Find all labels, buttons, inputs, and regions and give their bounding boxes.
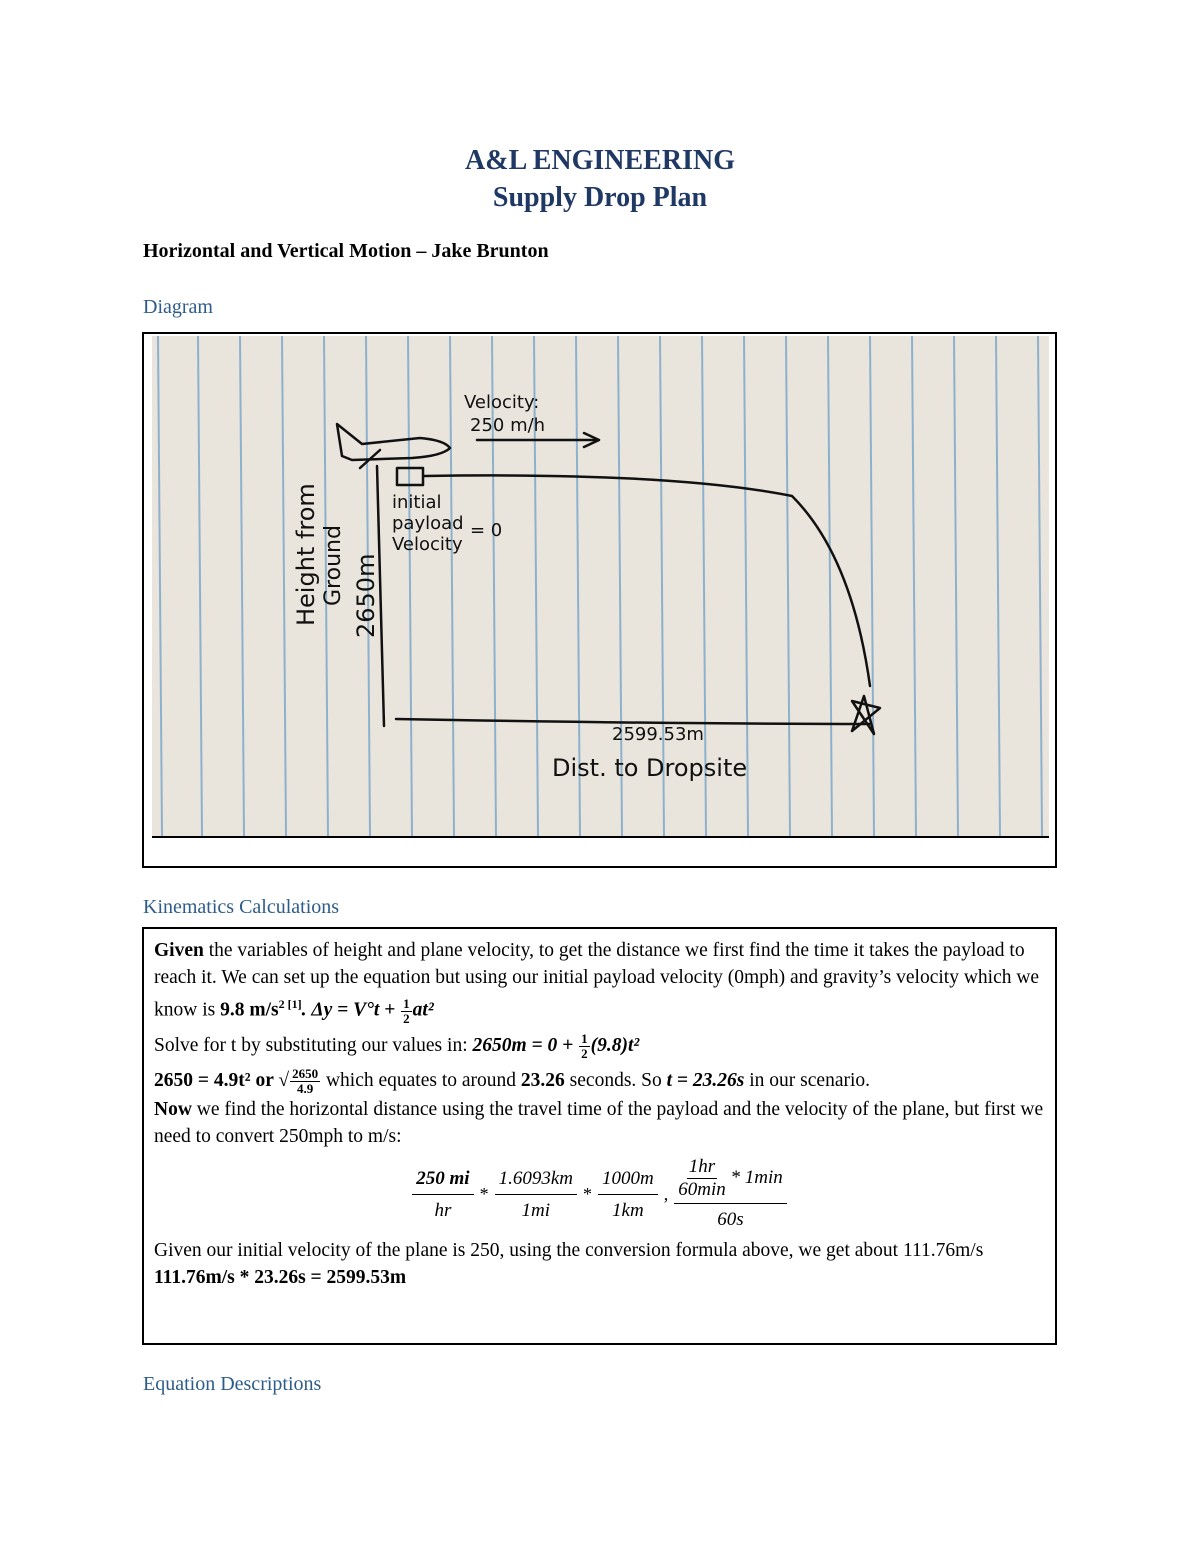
times-1: * [479,1183,489,1204]
conv-fraction-2: 1.6093km 1mi [495,1163,577,1226]
conv-fraction-4: 1hr 60min * 1min 60s [674,1154,787,1235]
diagram-box [142,332,1057,868]
sketch-svg [152,336,1049,836]
kinematic-equation-end: at² [412,999,434,1021]
time-value: 23.26 [520,1069,565,1091]
diagram-heading: Diagram [143,296,213,318]
half-fraction: $\frac{1}{2}$ [403,995,410,1026]
conv-fraction-3: 1000m 1km [598,1163,658,1226]
substituted-equation: 2650m = 0 + [472,1034,579,1056]
conv-fraction-1: 250 mi hr [412,1163,473,1226]
sketch-distance-value: 2599.53m [612,724,704,745]
sketch-height-line1: Height from [292,483,320,626]
sketch-velocity-label: Velocity: [464,392,540,413]
gravity-footnote: 2 [1] [278,997,302,1011]
unit-conversion-formula [154,1154,1045,1235]
paragraph-now [154,1096,1045,1150]
paragraph-solve [154,1032,1045,1061]
half-fraction-2: $\frac{1}{2}$ [581,1030,588,1061]
time-result: t = 23.26s [666,1069,745,1091]
sketch-velocity-word: Velocity [392,534,463,555]
paragraph-given [154,937,1045,1026]
kinematic-equation: . Δy = V°t + [301,999,401,1021]
kinematics-box [142,927,1057,1345]
sketch-height-value: 2650m [352,553,380,638]
sketch-payload-label: payload [392,513,464,534]
now-text: we find the horizontal distance using the travel time of the payload and the velocity of the plane, but first we need to convert 250mph to m/s: [154,1098,1044,1147]
sqrt-fraction: $\frac{2650}{4.9}$ [292,1065,319,1096]
now-bold: Now [154,1098,192,1120]
comma: , [663,1183,669,1204]
given-text: the variables of height and plane velocity, to get the distance we first find the time it takes the payload to reach it. We can set up the equation but using our initial payload velocity (0mph) and gravity’s velocity which we know is [154,940,1040,1021]
time-text: which equates to around [321,1069,521,1091]
kinematics-heading: Kinematics Calculations [143,896,340,918]
final-result: 111.76m/s * 23.26s = 2599.53m [154,1266,407,1288]
document-subtitle: Supply Drop Plan [492,182,708,213]
equation-descriptions-heading: Equation Descriptions [143,1373,322,1395]
notebook-sketch-photo [152,336,1049,838]
sketch-velocity-value: 250 m/h [470,415,546,436]
given-bold: Given [154,940,204,961]
times-2: * [582,1183,592,1204]
sketch-initial-label: initial [392,492,442,513]
document-title: A&L ENGINEERING [465,145,735,176]
substituted-equation-end: (9.8)t² [590,1034,640,1056]
time-text-2: seconds. So [564,1069,667,1091]
gravity-value: 9.8 m/s [220,999,279,1021]
sketch-distance-label: Dist. to Dropsite [552,754,748,782]
solve-text: Solve for t by substituting our values in: [154,1034,473,1056]
sketch-height-line2: Ground [321,525,346,606]
sketch-equals-zero: = 0 [470,520,503,541]
paragraph-time-result [154,1067,1045,1096]
section-author-line: Horizontal and Vertical Motion – Jake Brunton [143,240,549,262]
paragraph-given-velocity: Given our initial velocity of the plane is 250, using the conversion formula above, we get about 111.76m/s [154,1239,984,1261]
time-equation: 2650 = 4.9t² or √ [154,1069,290,1091]
time-text-3: in our scenario. [744,1069,871,1091]
